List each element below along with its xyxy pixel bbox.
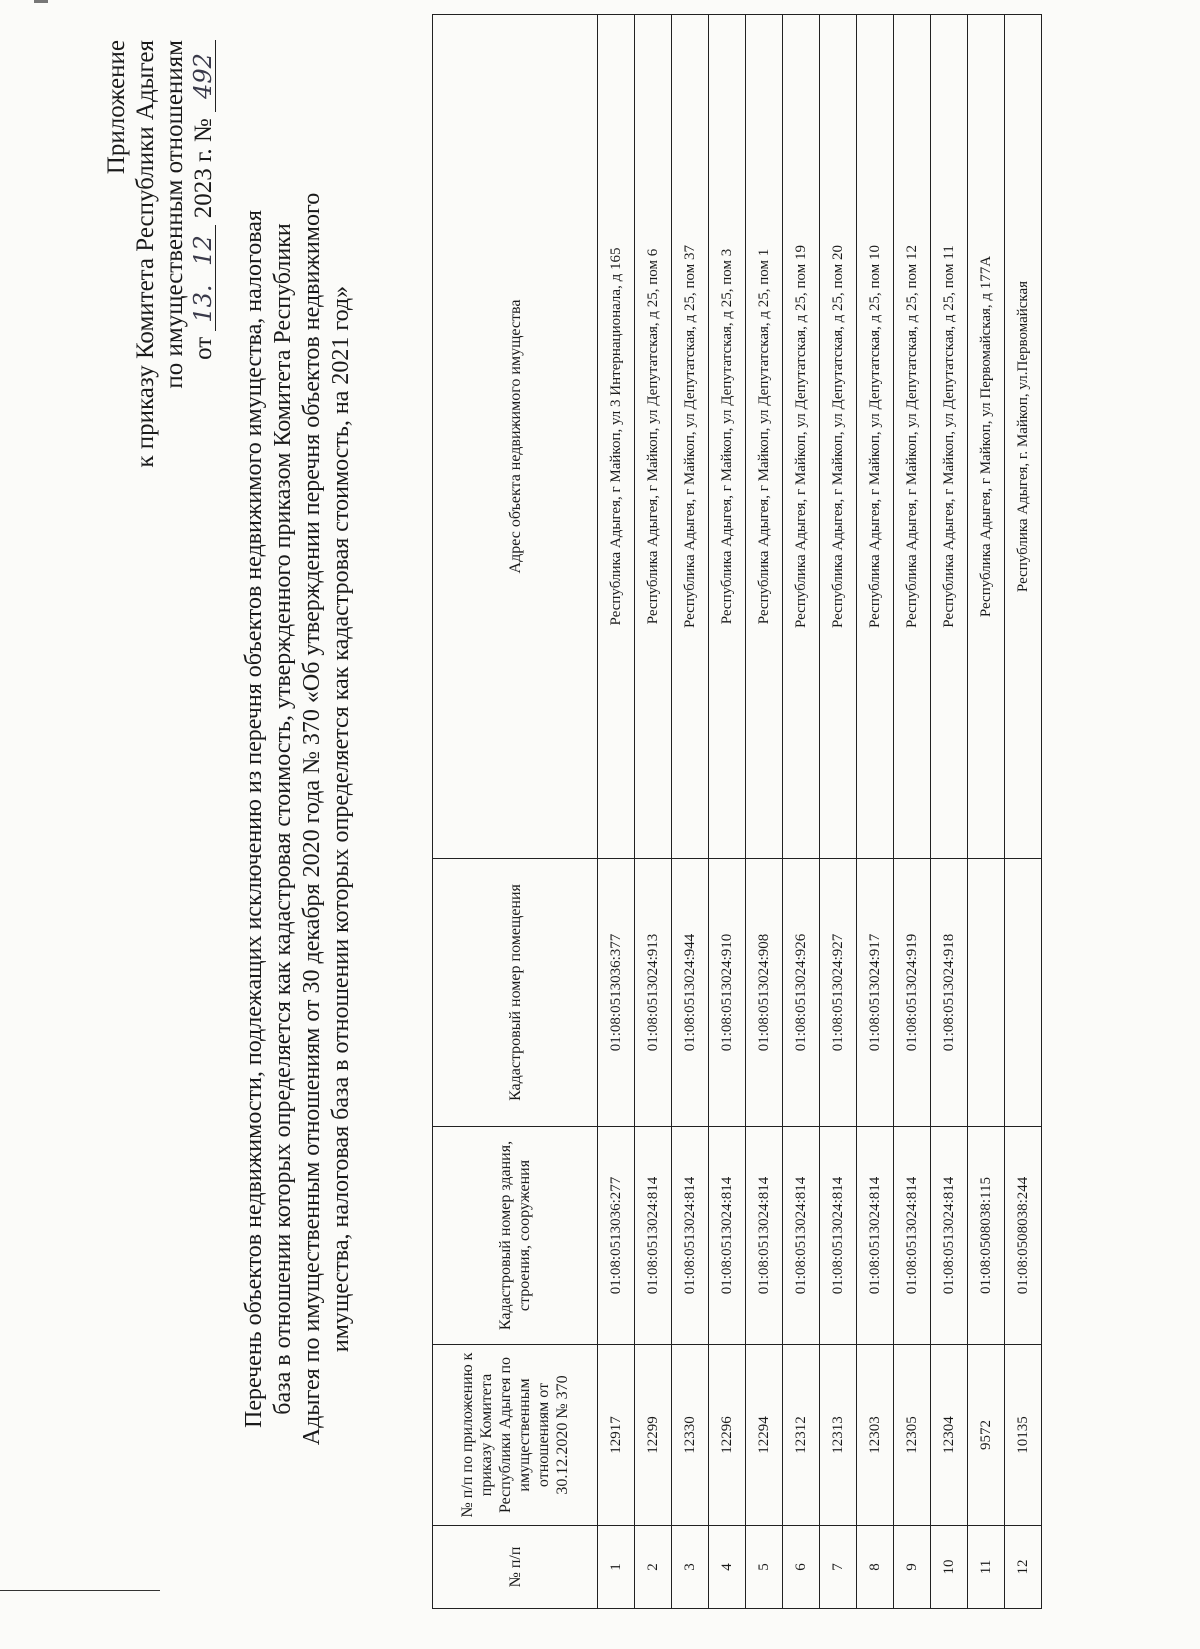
cell-reference: 10135 [1005, 1345, 1042, 1526]
cell-number: 9 [894, 1526, 931, 1609]
header-cell-number: № п/п [433, 1526, 598, 1609]
cell-reference: 12330 [672, 1345, 709, 1526]
table-row [820, 15, 857, 1609]
cell-premise-cadastral: 01:08:0513024:927 [820, 859, 857, 1127]
cell-number: 5 [746, 1526, 783, 1609]
cell-reference: 12312 [783, 1345, 820, 1526]
cell-premise-cadastral: 01:08:0513024:910 [709, 859, 746, 1127]
approval-line-1: Приложение [103, 40, 130, 175]
cell-address: Республика Адыгея, г Майкоп, ул Депутатская, д 25, пом 6 [635, 15, 672, 859]
cell-address: Республика Адыгея, г Майкоп, ул Депутатская, д 25, пом 19 [783, 15, 820, 859]
cell-building-cadastral: 01:08:0513024:814 [709, 1127, 746, 1345]
cell-address: Республика Адыгея, г Майкоп, ул Депутатская, д 25, пом 11 [931, 15, 968, 859]
cell-address: Республика Адыгея, г Майкоп, ул Первомайская, д 177А [968, 15, 1005, 859]
cell-number: 1 [598, 1526, 635, 1609]
cell-number: 4 [709, 1526, 746, 1609]
cell-building-cadastral: 01:08:0513024:814 [931, 1127, 968, 1345]
cell-number: 8 [857, 1526, 894, 1609]
cell-building-cadastral: 01:08:0508038:115 [968, 1127, 1005, 1345]
cell-premise-cadastral [968, 859, 1005, 1127]
table-row [746, 15, 783, 1609]
cell-reference: 12296 [709, 1345, 746, 1526]
approval-day-handwritten: 13. [191, 277, 216, 331]
header-cell-premise-cadastral: Кадастровый номер помещения [433, 859, 598, 1127]
cell-number: 2 [635, 1526, 672, 1609]
cell-address: Республика Адыгея, г Майкоп, ул Депутатская, д 25, пом 20 [820, 15, 857, 859]
cell-building-cadastral: 01:08:0513024:814 [820, 1127, 857, 1345]
approval-line-2: к приказу Комитета Республики Адыгея [132, 40, 159, 468]
scan-edge-line [0, 1590, 160, 1591]
cell-reference: 12303 [857, 1345, 894, 1526]
approval-line-3: по имущественным отношениям [161, 40, 188, 389]
cell-address: Республика Адыгея, г Майкоп, ул 3 Интернационала, д 165 [598, 15, 635, 859]
table-row [709, 15, 746, 1609]
cell-reference: 12313 [820, 1345, 857, 1526]
cell-premise-cadastral: 01:08:0513024:917 [857, 859, 894, 1127]
cell-building-cadastral: 01:08:0513024:814 [894, 1127, 931, 1345]
cell-number: 12 [1005, 1526, 1042, 1609]
approval-number-handwritten: 492 [191, 40, 216, 112]
table-row [857, 15, 894, 1609]
table-header-row [433, 15, 598, 1609]
cell-number: 3 [672, 1526, 709, 1609]
table-row [931, 15, 968, 1609]
cell-building-cadastral: 01:08:0513024:814 [746, 1127, 783, 1345]
header-cell-building-cadastral: Кадастровый номер здания, строения, сооружения [433, 1127, 598, 1345]
header-cell-address: Адрес объекта недвижимого имущества [433, 15, 598, 859]
cell-premise-cadastral [1005, 859, 1042, 1127]
cell-premise-cadastral: 01:08:0513024:908 [746, 859, 783, 1127]
cell-address: Республика Адыгея, г Майкоп, ул Депутатская, д 25, пом 37 [672, 15, 709, 859]
cell-reference: 12305 [894, 1345, 931, 1526]
table-row [968, 15, 1005, 1609]
cell-premise-cadastral: 01:08:0513024:918 [931, 859, 968, 1127]
table-row [783, 15, 820, 1609]
approval-ot: от [190, 336, 217, 360]
cell-premise-cadastral: 01:08:0513024:944 [672, 859, 709, 1127]
approval-stamp-block [102, 40, 218, 468]
cell-address: Республика Адыгея, г Майкоп, ул Депутатская, д 25, пом 12 [894, 15, 931, 859]
header-cell-reference: № п/п по приложению к приказу Комитета Республики Адыгея по имущественным отношениям от 30.12.2020 № 370 [433, 1345, 598, 1526]
approval-date-number-line [189, 40, 218, 468]
cell-building-cadastral: 01:08:0513024:814 [672, 1127, 709, 1345]
cell-building-cadastral: 01:08:0513036:277 [598, 1127, 635, 1345]
table-row [894, 15, 931, 1609]
cell-number: 10 [931, 1526, 968, 1609]
cell-premise-cadastral: 01:08:0513024:919 [894, 859, 931, 1127]
table-row [635, 15, 672, 1609]
cell-number: 6 [783, 1526, 820, 1609]
cell-address: Республика Адыгея, г Майкоп, ул Депутатская, д 25, пом 10 [857, 15, 894, 859]
cell-building-cadastral: 01:08:0513024:814 [635, 1127, 672, 1345]
cell-number: 11 [968, 1526, 1005, 1609]
cell-reference: 12304 [931, 1345, 968, 1526]
table-row [598, 15, 635, 1609]
cell-building-cadastral: 01:08:0513024:814 [783, 1127, 820, 1345]
approval-month-handwritten: 12 [191, 225, 216, 277]
cell-reference: 12294 [746, 1345, 783, 1526]
property-table [432, 14, 1042, 1609]
cell-building-cadastral: 01:08:0508038:244 [1005, 1127, 1042, 1345]
table-row [1005, 15, 1042, 1609]
cell-building-cadastral: 01:08:0513024:814 [857, 1127, 894, 1345]
cell-address: Республика Адыгея, г Майкоп, ул Депутатская, д 25, пом 3 [709, 15, 746, 859]
cell-address: Республика Адыгея, г. Майкоп, ул.Первомайская [1005, 15, 1042, 859]
document-title: Перечень объектов недвижимости, подлежащих исключению из перечня объектов недвижимого имущества, налоговая база в отношении которых определяется как кадастровая стоимость, утвержденного приказом Комитета Республики Адыгея по имущественным отношениям от 30 декабря 2020 года № 370 «Об утверждении перечня объектов недвижимого имущества, налоговая база в отношении которых определяется как кадастровая стоимость, на 2021 год» [241, 192, 354, 1446]
cell-reference: 12299 [635, 1345, 672, 1526]
cell-address: Республика Адыгея, г Майкоп, ул Депутатская, д 25, пом 1 [746, 15, 783, 859]
cell-reference: 9572 [968, 1345, 1005, 1526]
cell-number: 7 [820, 1526, 857, 1609]
table-body [598, 15, 1042, 1609]
table-row [672, 15, 709, 1609]
cell-premise-cadastral: 01:08:0513036:377 [598, 859, 635, 1127]
cell-premise-cadastral: 01:08:0513024:926 [783, 859, 820, 1127]
cell-premise-cadastral: 01:08:0513024:913 [635, 859, 672, 1127]
approval-year-text: 2023 г. № [190, 118, 217, 219]
cell-reference: 12917 [598, 1345, 635, 1526]
